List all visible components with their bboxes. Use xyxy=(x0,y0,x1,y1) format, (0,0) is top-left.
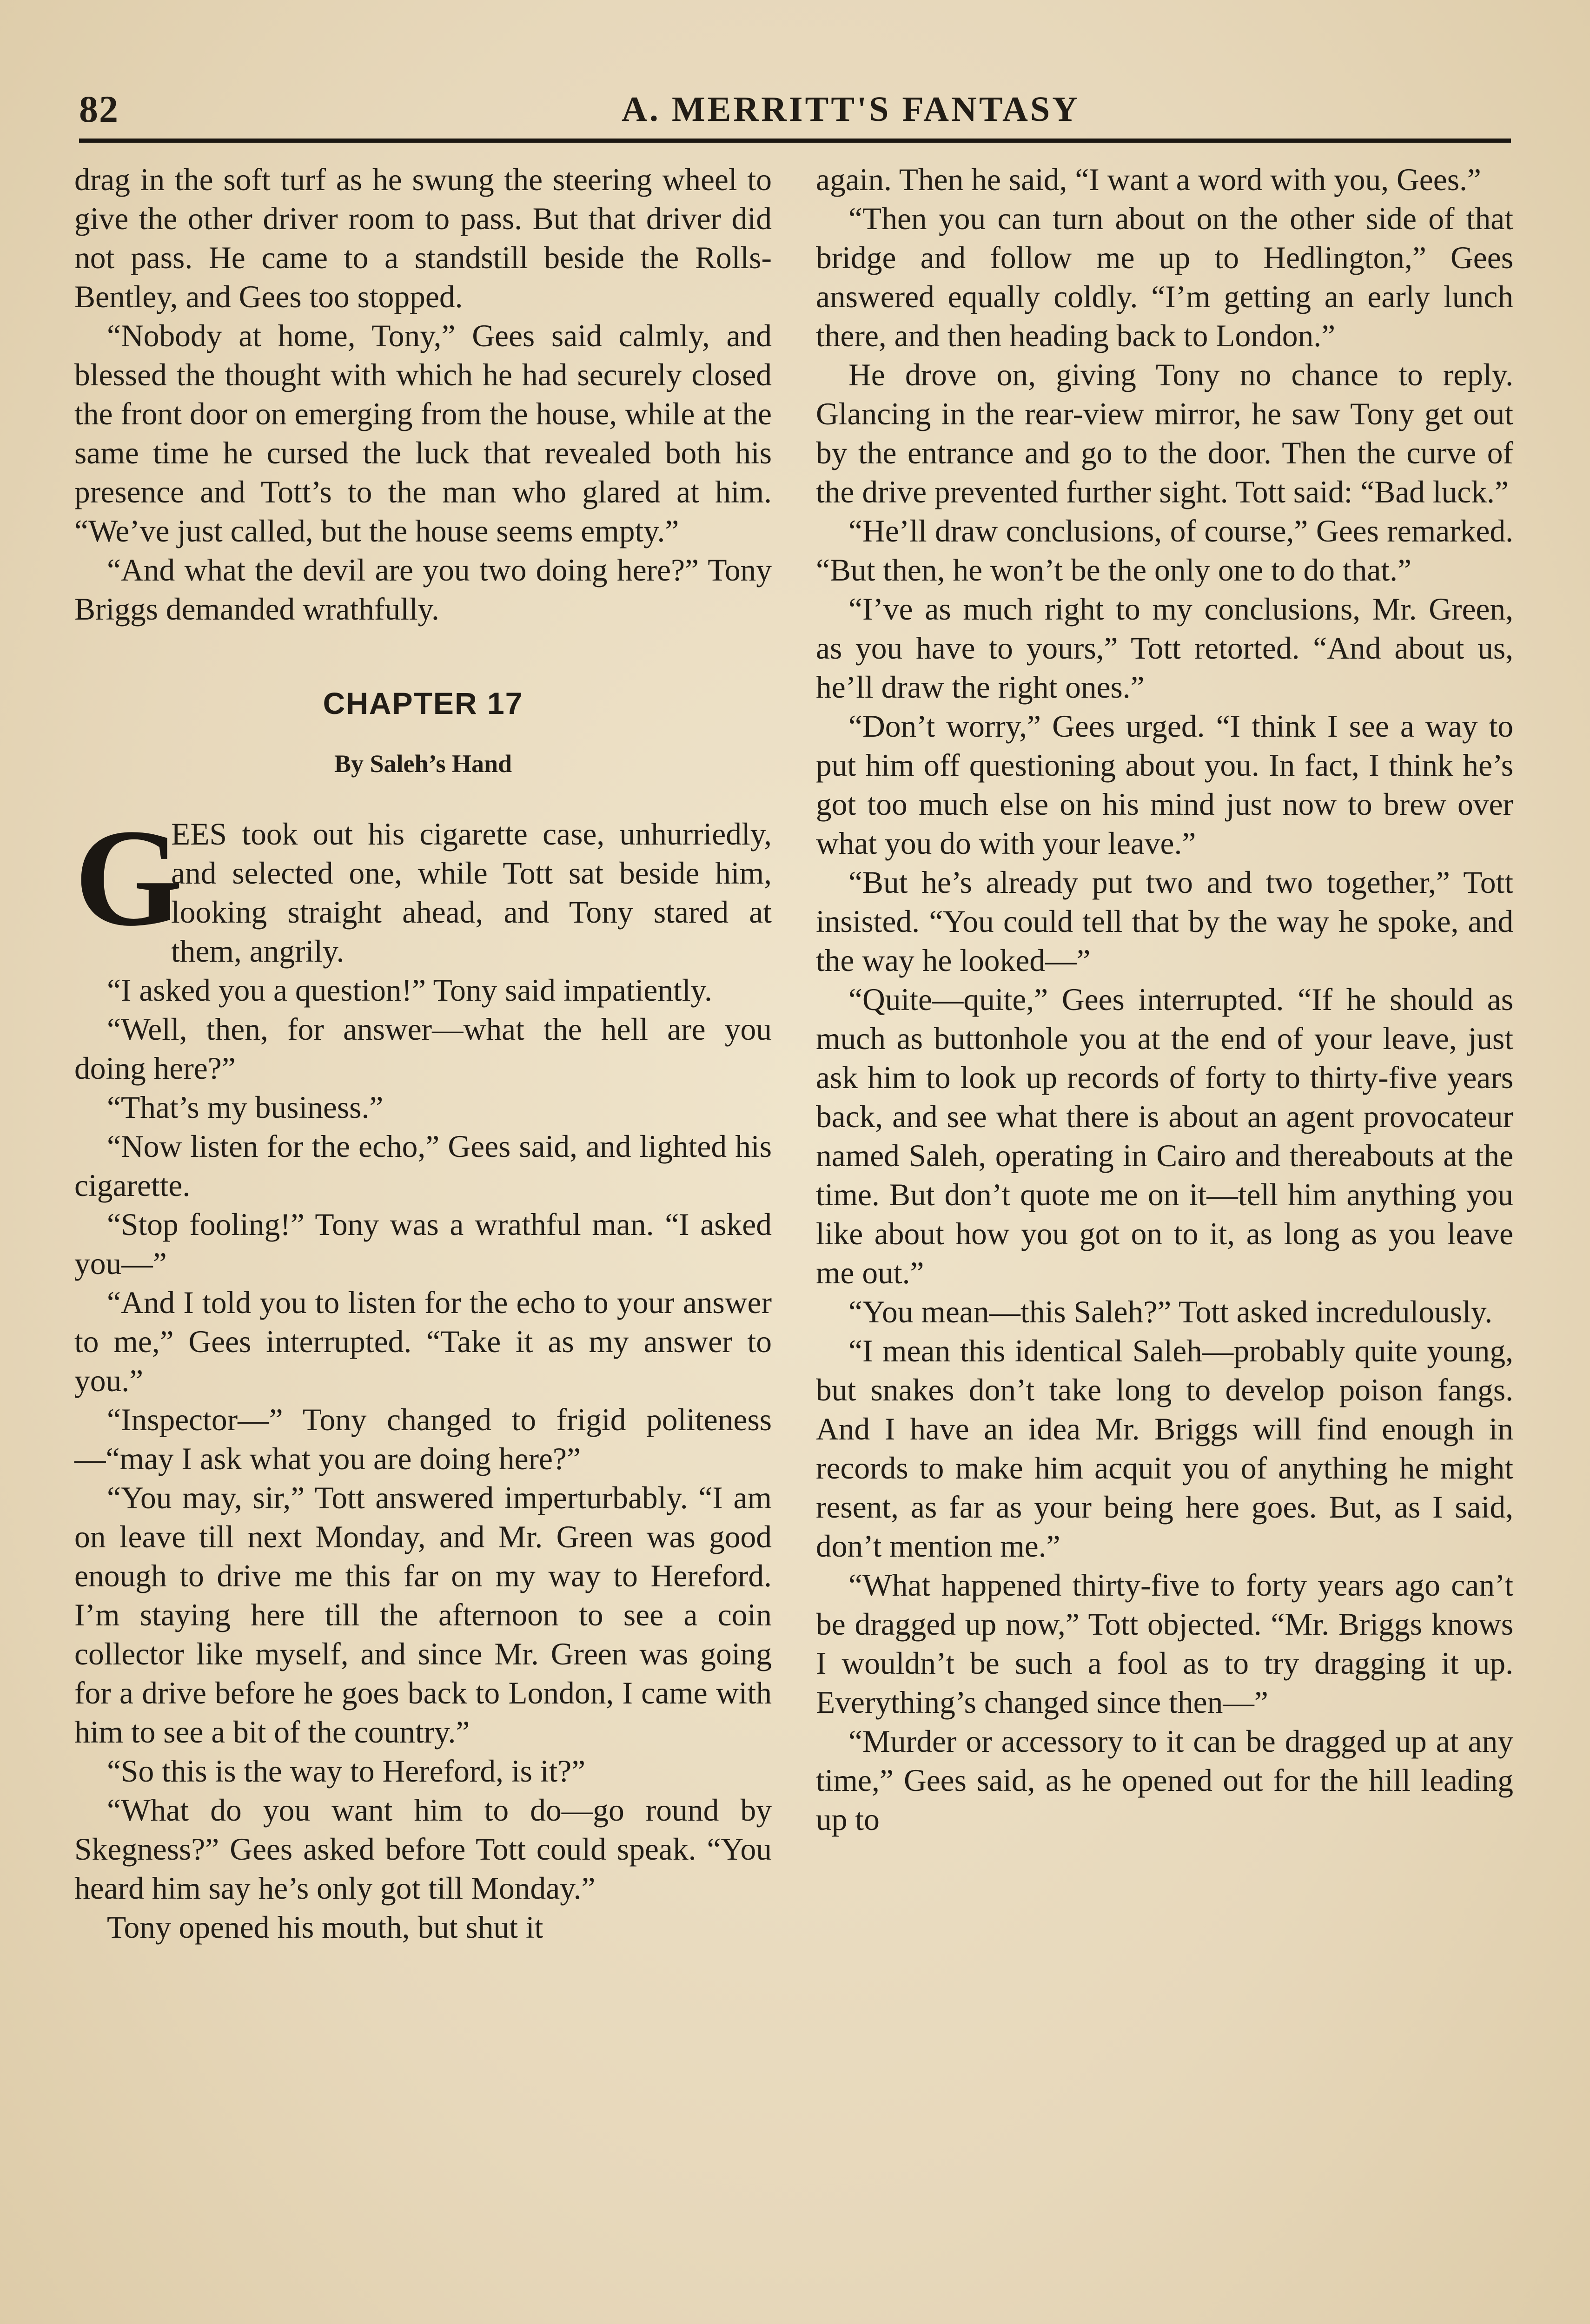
paragraph: “You may, sir,” Tott answered imperturbably. “I am on leave till next Monday, and Mr. Green was good enough to drive me this far on my way to Hereford. I’m staying here till the afternoon to see a coin collector like myself, and since Mr. Green was going for a drive before he goes back to London, I came with him to see a bit of the country.” xyxy=(74,1480,772,1750)
paragraph: “Don’t worry,” Gees urged. “I think I see a way to put him off questioning about you. In fact, I think he’s got too much else on his mind just now to brew over what you do with your leave.” xyxy=(816,709,1513,861)
page-header xyxy=(79,84,1511,135)
drop-cap: G xyxy=(74,800,183,955)
paragraph: “What do you want him to do—go round by Skegness?” Gees asked before Tott could speak. “You heard him say he’s only got till Monday.” xyxy=(74,1793,772,1906)
paragraph: “And I told you to listen for the echo to your answer to me,” Gees interrupted. “Take it as my answer to you.” xyxy=(74,1285,772,1398)
paragraph: “You mean—this Saleh?” Tott asked incredulously. xyxy=(848,1294,1493,1329)
paragraph: “And what the devil are you two doing here?” Tony Briggs demanded wrathfully. xyxy=(74,553,772,627)
paragraph: “He’ll draw conclusions, of course,” Gees remarked. “But then, he won’t be the only one to do that.” xyxy=(816,514,1513,588)
paragraph: drag in the soft turf as he swung the steering wheel to give the other driver room to pass. But that driver did not pass. He came to a standstill beside the Rolls-Bentley, and Gees too stopped. xyxy=(74,162,772,314)
paragraph: “What happened thirty-five to forty years ago can’t be dragged up now,” Tott objected. “Mr. Briggs knows I wouldn’t be such a fool as to try dragging it up. Everything’s changed since then—” xyxy=(816,1568,1513,1720)
paragraph: again. Then he said, “I want a word with you, Gees.” xyxy=(816,162,1481,197)
paragraph: “Murder or accessory to it can be dragged up at any time,” Gees said, as he opened out for the hill leading up to xyxy=(816,1724,1513,1837)
paragraph: “Now listen for the echo,” Gees said, and lighted his cigarette. xyxy=(74,1129,772,1203)
paragraph: “So this is the way to Hereford, is it?” xyxy=(107,1754,586,1789)
paragraph: “Well, then, for answer—what the hell are you doing here?” xyxy=(74,1012,772,1086)
paragraph: “I mean this identical Saleh—probably quite young, but snakes don’t take long to develop poison fangs. And I have an idea Mr. Briggs will find enough in records to make him acquit you of anything he might resent, as far as your being here goes. But, as I said, don’t mention me.” xyxy=(816,1334,1513,1564)
paragraph: Tony opened his mouth, but shut it xyxy=(107,1910,543,1945)
paragraph: EES took out his cigarette case, unhurriedly, and selected one, while Tott sat beside him, looking straight ahead, and Tony stared at them, angrily. xyxy=(171,817,772,969)
paragraph: “That’s my business.” xyxy=(107,1090,384,1125)
paragraph: “Inspector—” Tony changed to frigid politeness—“may I ask what you are doing here?” xyxy=(74,1402,772,1476)
paragraph: He drove on, giving Tony no chance to reply. Glancing in the rear-view mirror, he saw Tony get out by the entrance and go to the door. Then the curve of the drive prevented further sight. Tott said: “Bad luck.” xyxy=(816,357,1513,509)
right-column xyxy=(816,160,1513,2324)
paragraph: “I’ve as much right to my conclusions, Mr. Green, as you have to yours,” Tott retorted. “And about us, he’ll draw the right ones.” xyxy=(816,592,1513,705)
left-column xyxy=(74,160,772,2324)
chapter-title: CHAPTER 17 xyxy=(323,686,523,720)
paragraph: “Stop fooling!” Tony was a wrathful man. “I asked you—” xyxy=(74,1207,772,1281)
running-title: A. MERRITT'S FANTASY xyxy=(621,90,1080,129)
chapter-opening xyxy=(74,800,772,971)
paragraph: “Nobody at home, Tony,” Gees said calmly, and blessed the thought with which he had securely closed the front door on emerging from the house, while at the same time he cursed the luck that revealed both his presence and Tott’s to the man who glared at him. “We’ve just called, but the house seems empty.” xyxy=(74,318,772,548)
header-rule xyxy=(79,139,1511,143)
paragraph: “But he’s already put two and two together,” Tott insisted. “You could tell that by the way he spoke, and the way he looked—” xyxy=(816,865,1513,978)
paragraph: “Then you can turn about on the other side of that bridge and follow me up to Hedlington,” Gees answered equally coldly. “I’m getting an early lunch there, and then heading back to London.” xyxy=(816,201,1513,353)
paragraph: “I asked you a question!” Tony said impatiently. xyxy=(107,973,712,1008)
chapter-subtitle: By Saleh’s Hand xyxy=(334,750,512,778)
paragraph: “Quite—quite,” Gees interrupted. “If he should as much as buttonhole you at the end of your leave, just ask him to look up records of forty to thirty-five years back, and see what there is about an agent provocateur named Saleh, operating in Cairo and thereabouts at the time. But don’t quote me on it—tell him anything you like about how you got on to it, as long as you leave me out.” xyxy=(816,982,1513,1290)
page-number: 82 xyxy=(79,88,119,130)
